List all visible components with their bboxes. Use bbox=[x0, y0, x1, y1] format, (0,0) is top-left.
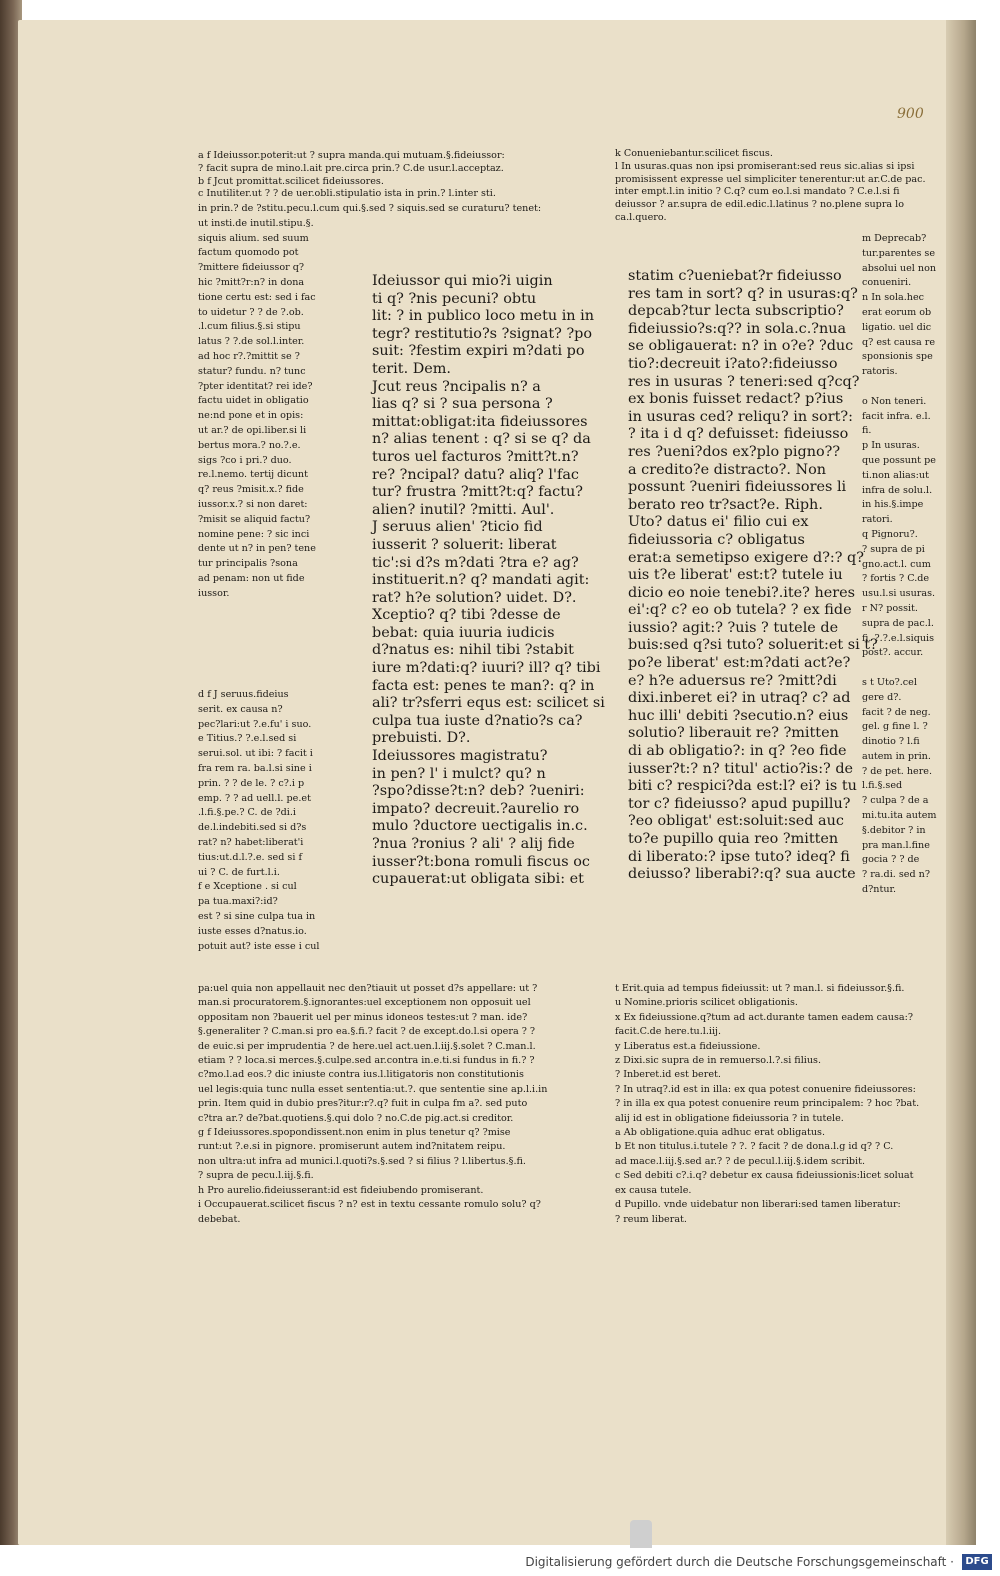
text-line: s t Uto?.cel bbox=[862, 676, 917, 688]
text-line: mittat:obligat:ita fideiussores bbox=[372, 413, 588, 430]
left-gloss-d bbox=[198, 688, 319, 954]
text-line: post?. accur. bbox=[862, 647, 924, 659]
text-line: ad hoc r?.?mittit se ? bbox=[198, 350, 300, 362]
text-line: ?eo obligat' est:soluit:sed auc bbox=[628, 813, 844, 830]
text-line: res ?ueni?dos ex?plo pigno?? bbox=[628, 443, 841, 460]
text-line: factum quomodo pot bbox=[198, 247, 299, 259]
text-line: l.fi.§.sed bbox=[862, 780, 903, 792]
text-line: prebuisti. D?. bbox=[372, 730, 471, 747]
text-line: statim c?ueniebat?r fideiusso bbox=[628, 268, 842, 284]
text-line: bertus mora.? no.?.e. bbox=[198, 439, 301, 451]
text-line: Jcut reus ?ncipalis n? a bbox=[372, 378, 541, 395]
text-line: ? culpa ? de a bbox=[862, 795, 929, 807]
text-line: tor c? fideiusso? apud pupillu? bbox=[628, 795, 851, 812]
text-line: pec?lari:ut ?.e.fu' i suo. bbox=[198, 718, 312, 730]
text-line: iussio? agit:? ?uis ? tutele de bbox=[628, 619, 839, 636]
text-line: mulo ?ductore uectigalis in.c. bbox=[372, 818, 588, 835]
text-line: po?e liberat' est:m?dati act?e? bbox=[628, 655, 851, 672]
text-line: iusserit ? soluerit: liberat bbox=[372, 536, 557, 553]
text-line: r N? possit. bbox=[862, 602, 918, 614]
text-line: ad penam: non ut fide bbox=[198, 572, 305, 584]
text-line: a credito?e distracto?. Non bbox=[628, 461, 827, 478]
main-column-1 bbox=[372, 273, 605, 889]
text-line: ? supra de pi bbox=[862, 543, 925, 555]
text-line: facta est: penes te man?: q? in bbox=[372, 677, 595, 694]
text-line: in prin.? de ?stitu.pecu.l.cum qui.§.sed ? siquis.sed se curaturu? tenet: bbox=[198, 203, 542, 214]
text-line: iussor.x.? si non daret: bbox=[198, 498, 308, 510]
text-line: facit ? de neg. bbox=[862, 706, 931, 718]
text-line: sponsionis spe bbox=[862, 351, 933, 363]
top-left-commentary bbox=[198, 150, 505, 201]
text-line: ligatio. uel dic bbox=[862, 321, 932, 333]
text-line: pa:uel quia non appellauit nec den?tiauit ut posset d?s appellare: ut ? bbox=[198, 983, 538, 994]
text-line: q? reus ?misit.x.? fide bbox=[198, 484, 304, 496]
text-line: ratoris. bbox=[862, 366, 898, 378]
text-line: l In usuras.quas non ipsi promiserant:sed reus sic.alias si ipsi bbox=[615, 160, 915, 172]
text-line: a Ab obligatione.quia adhuc erat obligatus. bbox=[615, 1127, 826, 1139]
text-line: n In sola.hec bbox=[862, 292, 925, 304]
text-line: alij id est in obligatione fideiussoria ? in tutele. bbox=[615, 1112, 844, 1124]
text-line: instituerit.n? q? mandati agit: bbox=[372, 572, 590, 589]
text-line: ut ar.? de opi.liber.si li bbox=[198, 424, 307, 436]
text-line: d f J seruus.fideius bbox=[198, 689, 289, 700]
text-line: dicio eo noie tenebi?.ite? heres bbox=[628, 584, 856, 601]
text-line: ?spo?disse?t:n? deb? ?ueniri: bbox=[372, 783, 585, 800]
text-line: facit infra. e.l. bbox=[862, 410, 931, 422]
text-line: c Sed debiti c?.i.q? debetur ex causa fideiussionis:licet soluat bbox=[615, 1170, 914, 1182]
text-line: statur? fundu. n? tunc bbox=[198, 365, 306, 377]
text-line: dente ut n? in pen? tene bbox=[198, 543, 316, 555]
folio-number: 900 bbox=[897, 106, 924, 122]
text-line: buis:sed q?si tuto? soluerit:et si t? bbox=[628, 637, 878, 654]
text-line: possunt ?ueniri fideiussores li bbox=[628, 479, 847, 496]
text-line: to?e pupillo quia reo ?mitten bbox=[628, 831, 839, 847]
lower-left-commentary bbox=[198, 982, 547, 1227]
text-line: d?ntur. bbox=[862, 884, 897, 896]
text-line: erat:a semetipso exigere d?:? q? bbox=[628, 549, 864, 566]
text-line: iusser?t:? n? titul' actio?is:? de bbox=[628, 760, 854, 777]
text-line: e Titius.? ?.e.l.sed si bbox=[198, 733, 297, 745]
text-line: re.l.nemo. tertij dicunt bbox=[198, 469, 308, 481]
text-line: ? ita i d q? defuisset: fideiusso bbox=[628, 426, 849, 443]
text-line: latus ? ?.de sol.l.inter. bbox=[198, 336, 305, 348]
text-line: deiussor ? ar.supra de edil.edic.l.latinus ? no.plene supra lo bbox=[615, 199, 905, 211]
text-line: dixi.inberet ei? in utraq? c? ad bbox=[628, 690, 851, 707]
text-line: §.debitor ? in bbox=[862, 824, 926, 836]
text-line: tic':si d?s m?dati ?tra e? ag? bbox=[372, 554, 579, 571]
text-line: cupauerat:ut obligata sibi: et bbox=[372, 871, 584, 888]
text-line: ca.l.quero. bbox=[615, 211, 667, 223]
footer-bar bbox=[0, 1548, 1000, 1576]
text-line: alien? inutil? ?mitti. Aul'. bbox=[372, 501, 555, 518]
text-line: conueniri. bbox=[862, 277, 912, 289]
text-line: pa tua.maxi?:id? bbox=[198, 896, 278, 908]
text-line: inter empt.l.in initio ? C.q? cum eo.l.si mandato ? C.e.l.si fi bbox=[615, 186, 900, 198]
text-line: i Occupauerat.scilicet fiscus ? n? est in textu cessante romulo solu? q? bbox=[198, 1199, 541, 1211]
text-line: Ideiussor qui mio?i uigin bbox=[372, 273, 553, 289]
text-line: c?tra ar.? de?bat.quotiens.§.qui dolo ? no.C.de pig.act.si creditor. bbox=[198, 1112, 514, 1124]
text-line: ? de pet. here. bbox=[862, 765, 933, 777]
text-line: ? In utraq?.id est in illa: ex qua potest conuenire fideiussores: bbox=[615, 1083, 916, 1095]
text-line: de.l.indebiti.sed si d?s bbox=[198, 822, 307, 834]
text-line: ti.non alias:ut bbox=[862, 469, 929, 481]
text-line: est ? si sine culpa tua in bbox=[198, 910, 316, 922]
text-line: §.generaliter ? C.man.si pro ea.§.fi.? facit ? de except.do.l.si opera ? ? bbox=[198, 1026, 536, 1038]
text-line: tur? frustra ?mitt?t:q? factu? bbox=[372, 484, 584, 501]
text-line: gere d?. bbox=[862, 691, 902, 703]
text-line: fi. ?.?.e.l.siquis bbox=[862, 632, 935, 644]
text-line: ? reum liberat. bbox=[615, 1213, 687, 1225]
text-line: bebat: quia iuuria iudicis bbox=[372, 624, 555, 641]
text-line: d?natus es: nihil tibi ?stabit bbox=[372, 642, 574, 659]
text-line: pra man.l.fine bbox=[862, 839, 930, 851]
text-line: culpa tua iuste d?natio?s ca? bbox=[372, 712, 583, 729]
text-line: iure m?dati:q? iuuri? ill? q? tibi bbox=[372, 660, 601, 677]
text-line: serit. ex causa n? bbox=[198, 703, 283, 715]
text-line: ad mace.l.iij.§.sed ar.? ? de pecul.l.iij.§.idem scribit. bbox=[615, 1155, 866, 1167]
dfg-logo: DFG bbox=[962, 1554, 992, 1570]
text-line: lias q? si ? sua persona ? bbox=[372, 396, 553, 413]
text-line: iussor. bbox=[198, 587, 230, 599]
text-line: suit: ?festim expiri m?dati po bbox=[372, 343, 585, 360]
text-line: in pen? l' i mulct? qu? n bbox=[372, 765, 546, 782]
text-line: ut insti.de inutil.stipu.§. bbox=[198, 217, 314, 229]
text-line: q? est causa re bbox=[862, 336, 936, 348]
text-line: tio?:decreuit i?ato?:fideiusso bbox=[628, 355, 838, 372]
text-line: rat? h?e solution? uidet. D?. bbox=[372, 589, 577, 606]
text-line: .l.fi.§.pe.? C. de ?di.i bbox=[198, 807, 296, 819]
text-line: ei':q? c? eo ob tutela? ? ex fide bbox=[628, 602, 852, 619]
text-line: Ideiussores magistratu? bbox=[372, 748, 548, 765]
text-line: ti q? ?nis pecuni? obtu bbox=[372, 290, 537, 307]
text-line: uel legis:quia tunc nulla esset sententia:ut.?. que sententie sine ap.l.i.in bbox=[198, 1083, 548, 1095]
text-line: re? ?ncipal? datu? aliq? l'fac bbox=[372, 466, 579, 483]
text-line: terit. Dem. bbox=[372, 360, 451, 377]
text-line: que possunt pe bbox=[862, 454, 936, 466]
text-line: g f Ideiussores.spopondissent.non enim in plus tenetur q? ?mise bbox=[198, 1127, 511, 1139]
text-line: infra de solu.l. bbox=[862, 484, 933, 496]
text-line: etiam ? ? loca.si merces.§.culpe.sed ar.contra in.e.ti.si fundus in fi.? ? bbox=[198, 1055, 535, 1067]
text-line: ali? tr?sferri equs est: scilicet si bbox=[372, 695, 605, 712]
text-line: t Erit.quia ad tempus fideiussit: ut ? man.l. si fideiussor.§.fi. bbox=[615, 983, 905, 994]
text-line: ? in illa ex qua potest conuenire reum principalem: ? hoc ?bat. bbox=[615, 1098, 920, 1110]
text-line: facit.C.de here.tu.l.iij. bbox=[615, 1026, 722, 1038]
text-line: dinotio ? l.fi bbox=[862, 736, 920, 748]
text-line: b f Jcut promittat.scilicet fideiussores. bbox=[198, 175, 384, 187]
main-column-2 bbox=[628, 268, 878, 884]
text-line: ?nua ?ronius ? ali' ? alij fide bbox=[372, 836, 575, 852]
right-margin-gloss bbox=[862, 232, 937, 898]
text-line: y Liberatus est.a fideiussione. bbox=[615, 1040, 761, 1052]
lower-right-commentary bbox=[615, 982, 919, 1227]
text-line: n? alias tenent : q? si se q? da bbox=[372, 431, 591, 448]
text-line: nomine pene: ? sic inci bbox=[198, 528, 310, 540]
text-line: di liberato:? ipse tuto? ideq? fi bbox=[628, 848, 850, 865]
text-line: J seruus alien' ?ticio fid bbox=[372, 519, 543, 536]
text-line: ?misit se aliquid factu? bbox=[198, 513, 311, 525]
text-line: di ab obligatio?: in q? ?eo fide bbox=[628, 743, 847, 760]
text-line: supra de pac.l. bbox=[862, 617, 934, 629]
text-line: Uto? datus ei' filio cui ex bbox=[628, 514, 809, 531]
text-line: Xceptio? q? tibi ?desse de bbox=[372, 607, 561, 624]
text-line: fideiussoria c? obligatus bbox=[628, 531, 805, 548]
text-line: rat? n? habet:liberat'i bbox=[198, 836, 304, 848]
text-line: absolui uel non bbox=[862, 262, 937, 274]
text-line: .l.cum filius.§.si stipu bbox=[198, 321, 301, 333]
text-line: debebat. bbox=[198, 1213, 241, 1225]
text-line: de euic.si per imprudentia ? de here.uel act.uen.l.iij.§.solet ? C.man.l. bbox=[198, 1040, 536, 1052]
text-line: res in usuras ? teneri:sed q?cq? bbox=[628, 373, 860, 390]
text-line: fi. bbox=[862, 425, 872, 437]
text-line: o Non teneri. bbox=[862, 395, 927, 407]
text-line: in usuras ced? reliqu? in sort?: bbox=[628, 408, 853, 425]
text-line: siquis alium. sed suum bbox=[198, 232, 309, 244]
text-line: uis t?e liberat' est:t? tutele iu bbox=[628, 567, 843, 584]
text-line: ? facit supra de mino.l.ait pre.circa prin.? C.de usur.l.acceptaz. bbox=[198, 162, 504, 174]
text-line: f e Xceptione . si cul bbox=[198, 881, 297, 893]
text-line: gno.act.l. cum bbox=[862, 558, 931, 570]
text-line: tur.parentes se bbox=[862, 247, 936, 259]
text-line: ? supra de pecu.l.iij.§.fi. bbox=[198, 1170, 314, 1182]
text-line: turos uel facturos ?mitt?t.n? bbox=[372, 448, 579, 465]
text-line: in his.§.impe bbox=[862, 499, 924, 511]
text-line: c Inutiliter.ut ? ? de uer.obli.stipulatio ista in prin.? l.inter sti. bbox=[198, 188, 496, 200]
text-line: tur principalis ?sona bbox=[198, 558, 298, 570]
text-line: erat eorum ob bbox=[862, 306, 932, 318]
text-line: a f Ideiussor.poterit:ut ? supra manda.qui mutuam.§.fideiussor: bbox=[198, 150, 505, 161]
text-line: impato? decreuit.?aurelio ro bbox=[372, 800, 580, 817]
text-line: runt:ut ?.e.si in pignore. promiserunt autem ind?nitatem reipu. bbox=[198, 1141, 506, 1153]
text-line: ne:nd pone et in opis: bbox=[198, 410, 304, 422]
text-line: ? fortis ? C.de bbox=[862, 573, 930, 585]
text-line: mi.tu.ita autem bbox=[862, 810, 937, 822]
text-line: tius:ut.d.l.?.e. sed si f bbox=[198, 851, 303, 863]
text-line: m Deprecab? bbox=[862, 233, 927, 244]
text-line: res tam in sort? q? in usuras:q? bbox=[628, 285, 858, 302]
text-line: x Ex fideiussione.q?tum ad act.durante tamen eadem causa:? bbox=[615, 1011, 913, 1023]
text-line: tegr? restitutio?s ?signat? ?po bbox=[372, 325, 593, 342]
text-line: ratori. bbox=[862, 514, 893, 526]
text-line: lit: ? in publico loco metu in in bbox=[372, 308, 595, 325]
text-line: p In usuras. bbox=[862, 440, 920, 452]
text-line: tione certu est: sed i fac bbox=[198, 291, 316, 303]
top-right-commentary bbox=[615, 148, 926, 225]
text-line: ? ra.di. sed n? bbox=[862, 869, 930, 881]
text-line: ui ? C. de furt.l.i. bbox=[198, 866, 280, 878]
text-line: factu uidet in obligatio bbox=[198, 395, 309, 407]
text-line: ex bonis fuisset redact? p?ius bbox=[628, 391, 844, 408]
footer-text: Digitalisierung gefördert durch die Deutsche Forschungsgemeinschaft · bbox=[525, 1555, 954, 1569]
text-line: ? Inberet.id est beret. bbox=[615, 1069, 721, 1081]
text-line: k Conueniebantur.scilicet fiscus. bbox=[615, 148, 773, 159]
text-line: depcab?tur lecta subscriptio? bbox=[628, 303, 844, 320]
text-line bbox=[862, 661, 937, 676]
text-line: d Pupillo. vnde uidebatur non liberari:sed tamen liberatur: bbox=[615, 1199, 901, 1211]
text-line: oppositam non ?bauerit uel per minus idoneos testes:ut ? man. ide? bbox=[198, 1011, 528, 1023]
text-line: fideiussio?s:q?? in sola.c.?nua bbox=[628, 320, 847, 337]
text-line: ?pter identitat? rei ide? bbox=[198, 380, 313, 392]
text-line: b Et non titulus.i.tutele ? ?. ? facit ? de dona.l.g id q? ? C. bbox=[615, 1141, 894, 1153]
text-line: gocia ? ? de bbox=[862, 854, 920, 866]
text-line: fra rem ra. ba.l.si sine i bbox=[198, 762, 312, 774]
text-line: gel. g fine l. ? bbox=[862, 721, 928, 733]
text-line: iusser?t:bona romuli fiscus oc bbox=[372, 853, 590, 870]
text-line: z Dixi.sic supra de in remuerso.l.?.si filius. bbox=[615, 1055, 821, 1067]
text-line: e? h?e aduersus re? ?mitt?di bbox=[628, 672, 837, 689]
text-line: huc illi' debiti ?secutio.n? eius bbox=[628, 707, 849, 724]
text-line: ex causa tutele. bbox=[615, 1184, 692, 1196]
text-line: ?mittere fideiussor q? bbox=[198, 262, 305, 274]
text-line: c?mo.l.ad eos.? dic iniuste contra ius.l.litigatoris non constitutionis bbox=[198, 1069, 524, 1081]
text-line: non ultra:ut infra ad munici.l.quoti?s.§.sed ? si filius ? l.libertus.§.fi. bbox=[198, 1155, 526, 1167]
text-line: prin. Item quid in dubio pres?itur:r?.q? fuit in culpa fm a?. sed puto bbox=[198, 1098, 528, 1110]
text-line: berato reo tr?sact?e. Riph. bbox=[628, 496, 823, 513]
text-line: serui.sol. ut ibi: ? facit i bbox=[198, 748, 313, 760]
text-line: autem in prin. bbox=[862, 750, 931, 762]
text-line: u Nomine.prioris scilicet obligationis. bbox=[615, 997, 798, 1009]
text-line: usu.l.si usuras. bbox=[862, 588, 936, 600]
text-line: iuste esses d?natus.io. bbox=[198, 925, 307, 937]
text-line: biti c? respici?da est:l? ei? is tu bbox=[628, 778, 857, 795]
page-edge bbox=[946, 20, 976, 1545]
text-line bbox=[862, 380, 937, 395]
text-line: to uidetur ? ? de ?.ob. bbox=[198, 306, 304, 318]
text-line: hic ?mitt?r:n? in dona bbox=[198, 276, 305, 288]
text-line: emp. ? ? ad uell.l. pe.et bbox=[198, 792, 311, 804]
text-line: solutio? liberauit re? ?mitten bbox=[628, 725, 839, 742]
text-line: promisissent expresse uel simpliciter tenerentur:ut ar.C.de pac. bbox=[615, 173, 926, 185]
text-line: sigs ?co i pri.? duo. bbox=[198, 454, 292, 466]
text-line: man.si procuratorem.§.ignorantes:uel exceptionem non opposuit uel bbox=[198, 997, 531, 1009]
text-line: potuit aut? iste esse i cul bbox=[198, 940, 320, 952]
text-line: se obligauerat: n? in o?e? ?duc bbox=[628, 338, 854, 355]
text-line: q Pignoru?. bbox=[862, 528, 918, 540]
text-line: prin. ? ? de le. ? c?.i p bbox=[198, 777, 305, 789]
text-line: deiusso? liberabi?:q? sua aucte bbox=[628, 866, 856, 883]
text-line: h Pro aurelio.fideiusserant:id est fideiubendo promiserant. bbox=[198, 1184, 484, 1196]
